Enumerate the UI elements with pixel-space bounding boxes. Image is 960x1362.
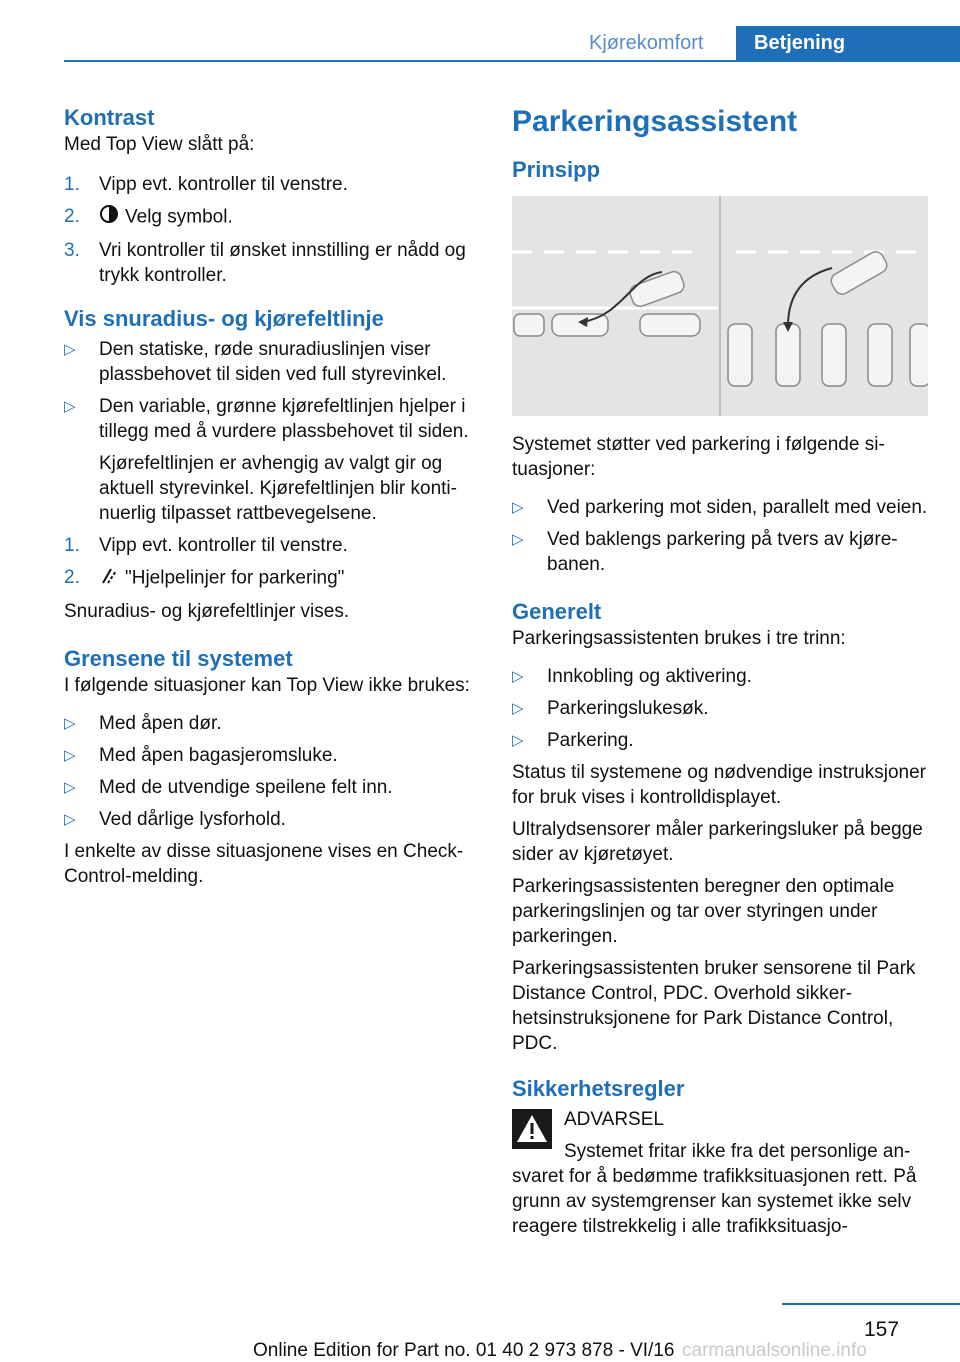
bullet-text: Med de utvendige speilene felt inn. [99,777,393,798]
bullet-marker: ▷ [512,668,524,685]
bullet-marker: ▷ [64,779,76,796]
edition-footer: Online Edition for Part no. 01 40 2 973 878 - VI/16 [253,1340,675,1361]
parking-lines-icon [99,565,119,592]
list-item [64,711,482,736]
bullet-marker: ▷ [512,732,524,749]
header-rule [64,60,960,62]
parking-illustration [512,196,928,416]
list-item [64,533,482,558]
list-item [512,664,930,689]
warning-label: ADVARSEL [564,1109,664,1130]
lines-heading: Vis snuradius- og kjørefeltlinje [64,306,384,331]
list-item [512,728,930,753]
general-paragraph: Parkeringsassistenten beregner den optimale parkeringslinjen og tar over styringen under parkeringen. [512,876,895,947]
bullet-marker: ▷ [64,341,76,358]
list-item [512,495,930,520]
general-heading: Generelt [512,599,602,624]
step-number: 1. [64,174,80,195]
warning-icon [512,1109,552,1156]
list-item [512,527,930,577]
kontrast-heading: Kontrast [64,105,155,130]
step-text: "Hjelpelinjer for parkering" [125,567,345,589]
list-item [64,204,482,231]
list-item [64,394,482,444]
limits-intro: I følgende situasjoner kan Top View ikke brukes: [64,675,470,696]
limits-outro: I enkelte av disse situasjonene vises en Check-Control-melding. [64,841,464,887]
list-item [64,172,482,197]
safety-heading: Sikkerhetsregler [512,1076,685,1101]
bullet-marker: ▷ [512,700,524,717]
list-item [64,565,482,592]
bullet-text: Den statiske, røde snuradiuslinjen viser plassbehovet til siden ved full styrevinkel. [99,339,447,385]
page-number: 157 [864,1318,900,1341]
footer-rule [782,1303,960,1305]
principle-intro: Systemet støtter ved parkering i følgende situasjoner: [512,434,885,480]
bullet-text: Parkeringslukesøk. [547,698,709,719]
step-number: 1. [64,535,80,556]
general-paragraph: Ultralydsensorer måler parkeringsluker på begge sider av kjøretøyet. [512,819,923,865]
list-item [64,238,482,288]
step-text: Velg symbol. [125,206,233,228]
contrast-icon [99,204,119,231]
step-text: Vipp evt. kontroller til venstre. [99,535,348,556]
kontrast-intro: Med Top View slått på: [64,134,255,155]
bullet-marker: ▷ [512,499,524,516]
bullet-text: Den variable, grønne kjørefeltlinjen hjelper i tillegg med å vurdere plassbehovet til siden. [99,396,469,442]
bullet-text: Med åpen dør. [99,713,222,734]
warning-box [512,1107,930,1132]
step-number: 2. [64,206,80,227]
bullet-marker: ▷ [64,811,76,828]
general-paragraph: Status til systemene og nødvendige instruksjoner for bruk vises i kontrolldisplayet. [512,762,926,808]
bullet-text: Innkobling og aktivering. [547,666,752,687]
bullet-text: Ved parkering mot siden, parallelt med veien. [547,497,928,518]
bullet-text: Ved baklengs parkering på tvers av kjørebanen. [547,529,898,575]
warning-text: Systemet fritar ikke fra det personlige ansvaret for å bedømme trafikksituasjonen rett. På grunn av systemgrenser kan systemet ikke selv reagere tilstrekkelig i alle trafikksituasjo- [512,1141,917,1237]
list-item [64,743,482,768]
bullet-subtext: Kjørefeltlinjen er avhengig av valgt gir og aktuell styrevinkel. Kjørefeltlinjen blir kontinuerlig tilpasset rattbevegelsene. [99,453,457,524]
page-title: Parkeringsassistent [512,105,798,138]
bullet-marker: ▷ [512,531,524,548]
bullet-text: Ved dårlige lysforhold. [99,809,286,830]
step-text: Vipp evt. kontroller til venstre. [99,174,348,195]
bullet-marker: ▷ [64,398,76,415]
step-number: 3. [64,240,80,261]
bullet-marker: ▷ [64,715,76,732]
general-intro: Parkeringsassistenten brukes i tre trinn: [512,628,846,649]
list-item [64,775,482,800]
bullet-marker: ▷ [64,747,76,764]
principle-heading: Prinsipp [512,157,601,182]
list-item [64,807,482,832]
list-item [512,696,930,721]
list-item [64,337,482,387]
right-column [512,104,930,1246]
bullet-text: Parkering. [547,730,634,751]
watermark: carmanualsonline.info [682,1340,867,1361]
header-section: Kjørekomfort [589,32,704,54]
header-chapter: Betjening [736,26,960,62]
limits-heading: Grensene til systemet [64,646,293,671]
step-text: Vri kontroller til ønsket innstilling er nådd og trykk kontroller. [99,240,466,286]
lines-outro: Snuradius- og kjørefeltlinjer vises. [64,601,350,622]
left-column [64,104,482,896]
general-paragraph: Parkeringsassistenten bruker sensorene til Park Distance Control, PDC. Overhold sikkerhetsinstruksjonene for Park Distance Control, PDC. [512,958,916,1054]
bullet-text: Med åpen bagasjeromsluke. [99,745,338,766]
step-number: 2. [64,567,80,588]
